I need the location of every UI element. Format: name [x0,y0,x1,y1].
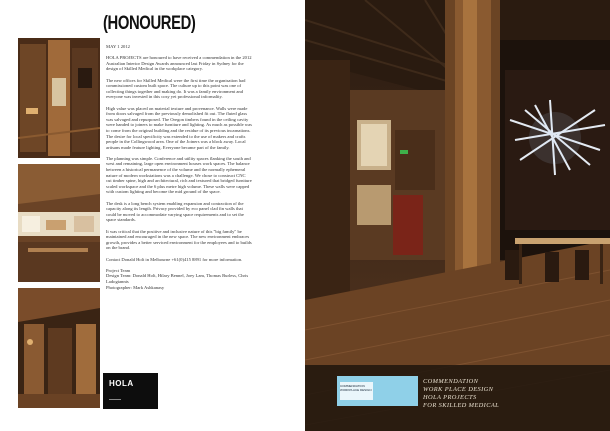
credit-line: Project Team [106,267,131,273]
caption-line: FOR SKILLED MEDICAL [423,402,500,409]
logo-text: HOLA [109,379,134,388]
article-paragraph: It was critical that the positive and inclusive nature of this "big family" be maintained and encouraged in the new space. The new environment embraces growth, provides a better serviced environment for the employees and to builds on the brand. [106,228,252,251]
hola-logo [103,373,158,409]
article-paragraph: The new offices for Skilled Medical were the first time the organisation had commissioned custom built space. The culture up to this point was one of collecting things together and making do. It was a family environment and everyone was invested in this cosy yet professional informality. [106,77,246,100]
thumbnail-photo-interior-3 [18,288,100,408]
badge-line: COMMENDATION [340,384,365,388]
thumbnail-photo-interior-2 [18,164,100,282]
page-title: (HONOURED) [103,13,196,34]
caption-line: WORK PLACE DESIGN [423,386,494,393]
article-body [106,44,252,290]
article-paragraph: High value was placed on material texture and provenance. Walls were made from doors salvaged from the previously demolished fit out. The fluted glass was salvaged and repurposed. The Oregon timbers found in the ceiling cavity were handed to joiners to make furniture and lighting. As much as possible was to come from the original building and the residue of its previous incarnations. The desire for local specificity was extended to the use of makers and crafts people in the Collingwood area. One of the Joiners was a block away. Local artisans made feature lighting. Everyone became part of the family. [106,105,252,150]
logo-divider [109,399,121,400]
article-paragraph: The desk is a long bench system enabling expansion and contraction of the capacity along its length. Privacy provided by eco panel clad fin walls that could be moved to accommodate varying space requirements and to set the space standards. [106,200,244,223]
caption-line: COMMENDATION [423,378,479,385]
interior-photo [305,0,610,431]
badge-line: WORKPLACE DESIGN [340,388,372,392]
award-badge-text [340,384,372,392]
award-badge [337,376,418,406]
caption-line: HOLA PROJECTS [423,394,477,401]
right-page-photo [305,0,610,431]
credit-line: Design Team: Donald Holt, Hilary Bennel, Joey Lam, Thomas Burless, Chris Ladogiannis [106,273,249,284]
article-paragraph: The planning was simple. Conference and utility spaces flanking the south and west and remaining, large open environment houses work spaces. The balance between a historical permanence of the volume and the normally ephemeral nature of modern workstations was a challenge. We chose to construct CNC cut timber spine, high and architectural, rich and textured that bridged furniture scaled workspace and the 6 plus metre high volume. These walls were capped with custom lighting and become the mid ground of the space. [106,155,252,195]
credit-line: Photographer: Mark Ashkanasy [106,284,165,290]
article-date: MAY 1 2012 [106,44,130,49]
article-paragraph: Contact Donald Holt in Melbourne +61(0)415 8891 for more information. [106,256,243,262]
credits [106,268,252,290]
article-paragraph: HOLA PROJECTS are honoured to have received a commendation in the 2012 Australian Interior Design Awards announced last Friday in Sydney for the design of Skilled Medical in the workplace category. [106,55,252,72]
thumbnail-photo-interior-1 [18,38,100,158]
award-caption [423,378,603,410]
